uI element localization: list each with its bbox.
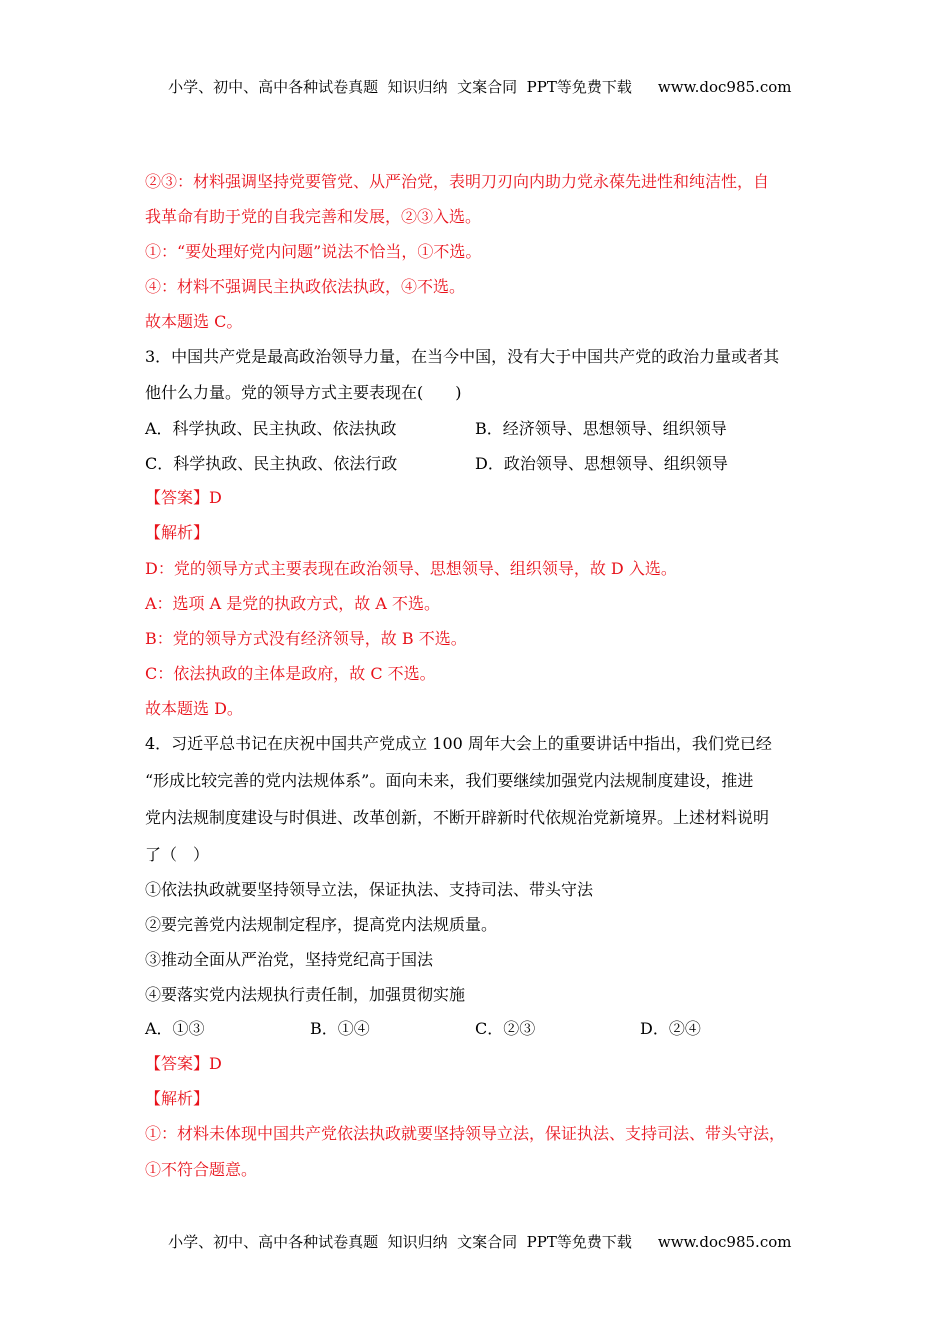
- footer-url[interactable]: www.doc985.com: [657, 1233, 792, 1251]
- answer-value: D: [209, 1054, 222, 1073]
- q3-option-c: C．科学执政、民主执政、依法行政: [145, 454, 398, 473]
- q3-analysis-label: 【解析】: [145, 523, 210, 542]
- q4-stem: 了（ ）: [145, 845, 210, 864]
- q4-analysis-line: ①不符合题意。: [145, 1160, 258, 1179]
- answer-value: D: [209, 488, 222, 507]
- q4-stem: “形成比较完善的党内法规体系”。面向未来，我们要继续加强党内法规制度建设，推进: [145, 771, 754, 790]
- q3-analysis-line: D：党的领导方式主要表现在政治领导、思想领导、组织领导，故 D 入选。: [145, 559, 677, 578]
- q3-conclusion: 故本题选 D。: [145, 699, 243, 718]
- prev-analysis-line: ④：材料不强调民主执政依法执政，④不选。: [145, 277, 466, 296]
- q4-analysis-label: 【解析】: [145, 1089, 210, 1108]
- answer-label: 【答案】: [145, 488, 210, 507]
- q3-analysis-line: A：选项 A 是党的执政方式，故 A 不选。: [145, 594, 441, 613]
- q4-statement: ①依法执政就要坚持领导立法，保证执法、支持司法、带头守法: [145, 880, 594, 899]
- q3-option-d: D．政治领导、思想领导、组织领导: [475, 454, 728, 473]
- q4-stem: 4．习近平总书记在庆祝中国共产党成立 100 周年大会上的重要讲话中指出，我们党已经: [145, 734, 772, 753]
- q4-statement: ③推动全面从严治党，坚持党纪高于国法: [145, 950, 434, 969]
- prev-analysis-line: ①：“要处理好党内问题”说法不恰当，①不选。: [145, 242, 482, 261]
- prev-analysis-line: ②③：材料强调坚持党要管党、从严治党，表明刀刃向内助力党永葆先进性和纯洁性，自: [145, 172, 770, 191]
- q4-analysis-line: ①：材料未体现中国共产党依法执政就要坚持领导立法，保证执法、支持司法、带头守法，: [145, 1124, 786, 1143]
- page-footer: [0, 1213, 950, 1252]
- q4-option-a: A．①③: [145, 1019, 205, 1038]
- q3-analysis-line: B：党的领导方式没有经济领导，故 B 不选。: [145, 629, 467, 648]
- q3-analysis-line: C：依法执政的主体是政府，故 C 不选。: [145, 664, 436, 683]
- q4-option-c: C．②③: [475, 1019, 536, 1038]
- header-text: 小学、初中、高中各种试卷真题 知识归纳 文案合同 PPT等免费下载: [168, 78, 632, 96]
- q4-option-b: B．①④: [310, 1019, 370, 1038]
- q4-answer: [145, 1054, 222, 1074]
- q3-stem: 他什么力量。党的领导方式主要表现在( ): [145, 383, 462, 402]
- q3-option-a: A．科学执政、民主执政、依法执政: [145, 419, 397, 438]
- q4-stem: 党内法规制度建设与时俱进、改革创新，不断开辟新时代依规治党新境界。上述材料说明: [145, 808, 770, 827]
- answer-label: 【答案】: [145, 1054, 210, 1073]
- q3-answer: [145, 488, 222, 508]
- header-url[interactable]: www.doc985.com: [657, 78, 792, 96]
- prev-analysis-line: 我革命有助于党的自我完善和发展，②③入选。: [145, 207, 482, 226]
- q4-statement: ④要落实党内法规执行责任制，加强贯彻实施: [145, 985, 466, 1004]
- q3-stem: 3．中国共产党是最高政治领导力量，在当今中国，没有大于中国共产党的政治力量或者其: [145, 347, 780, 366]
- q3-option-b: B．经济领导、思想领导、组织领导: [475, 419, 727, 438]
- page-header: [0, 58, 950, 97]
- q4-option-d: D．②④: [640, 1019, 701, 1038]
- footer-text: 小学、初中、高中各种试卷真题 知识归纳 文案合同 PPT等免费下载: [168, 1233, 632, 1251]
- q4-statement: ②要完善党内法规制定程序，提高党内法规质量。: [145, 915, 498, 934]
- prev-conclusion: 故本题选 C。: [145, 312, 243, 331]
